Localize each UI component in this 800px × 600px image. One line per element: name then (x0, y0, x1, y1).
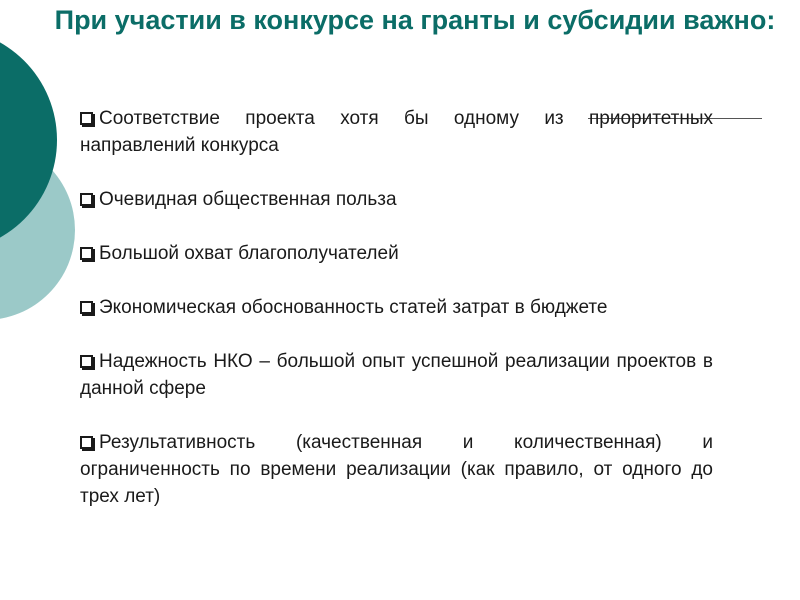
checkbox-square-icon (80, 301, 93, 314)
list-item (80, 240, 713, 267)
list-item (80, 186, 713, 213)
list-item (80, 348, 713, 402)
checkbox-square-icon (80, 355, 93, 368)
checkbox-square-icon (80, 112, 93, 125)
bullet-list (80, 105, 713, 537)
list-item (80, 429, 713, 510)
list-item-text: Результативность (качественная и количественная) и ограниченность по времени реализации (как правило, от одного до трех лет) (80, 432, 713, 507)
list-item (80, 294, 713, 321)
list-item-text: Надежность НКО – большой опыт успешной реализации проектов в данной сфере (80, 351, 713, 399)
list-item-text: Экономическая обоснованность статей затрат в бюджете (99, 297, 608, 318)
list-item-text: Соответствие проекта хотя бы одному из приоритетных направлений конкурса (80, 108, 713, 156)
checkbox-square-icon (80, 247, 93, 260)
list-item-text: Очевидная общественная польза (99, 189, 397, 210)
list-item-text: Большой охват благополучателей (99, 243, 399, 264)
checkbox-square-icon (80, 193, 93, 206)
checkbox-square-icon (80, 436, 93, 449)
page-title: При участии в конкурсе на гранты и субсидии важно: (54, 5, 776, 35)
list-item (80, 105, 713, 159)
